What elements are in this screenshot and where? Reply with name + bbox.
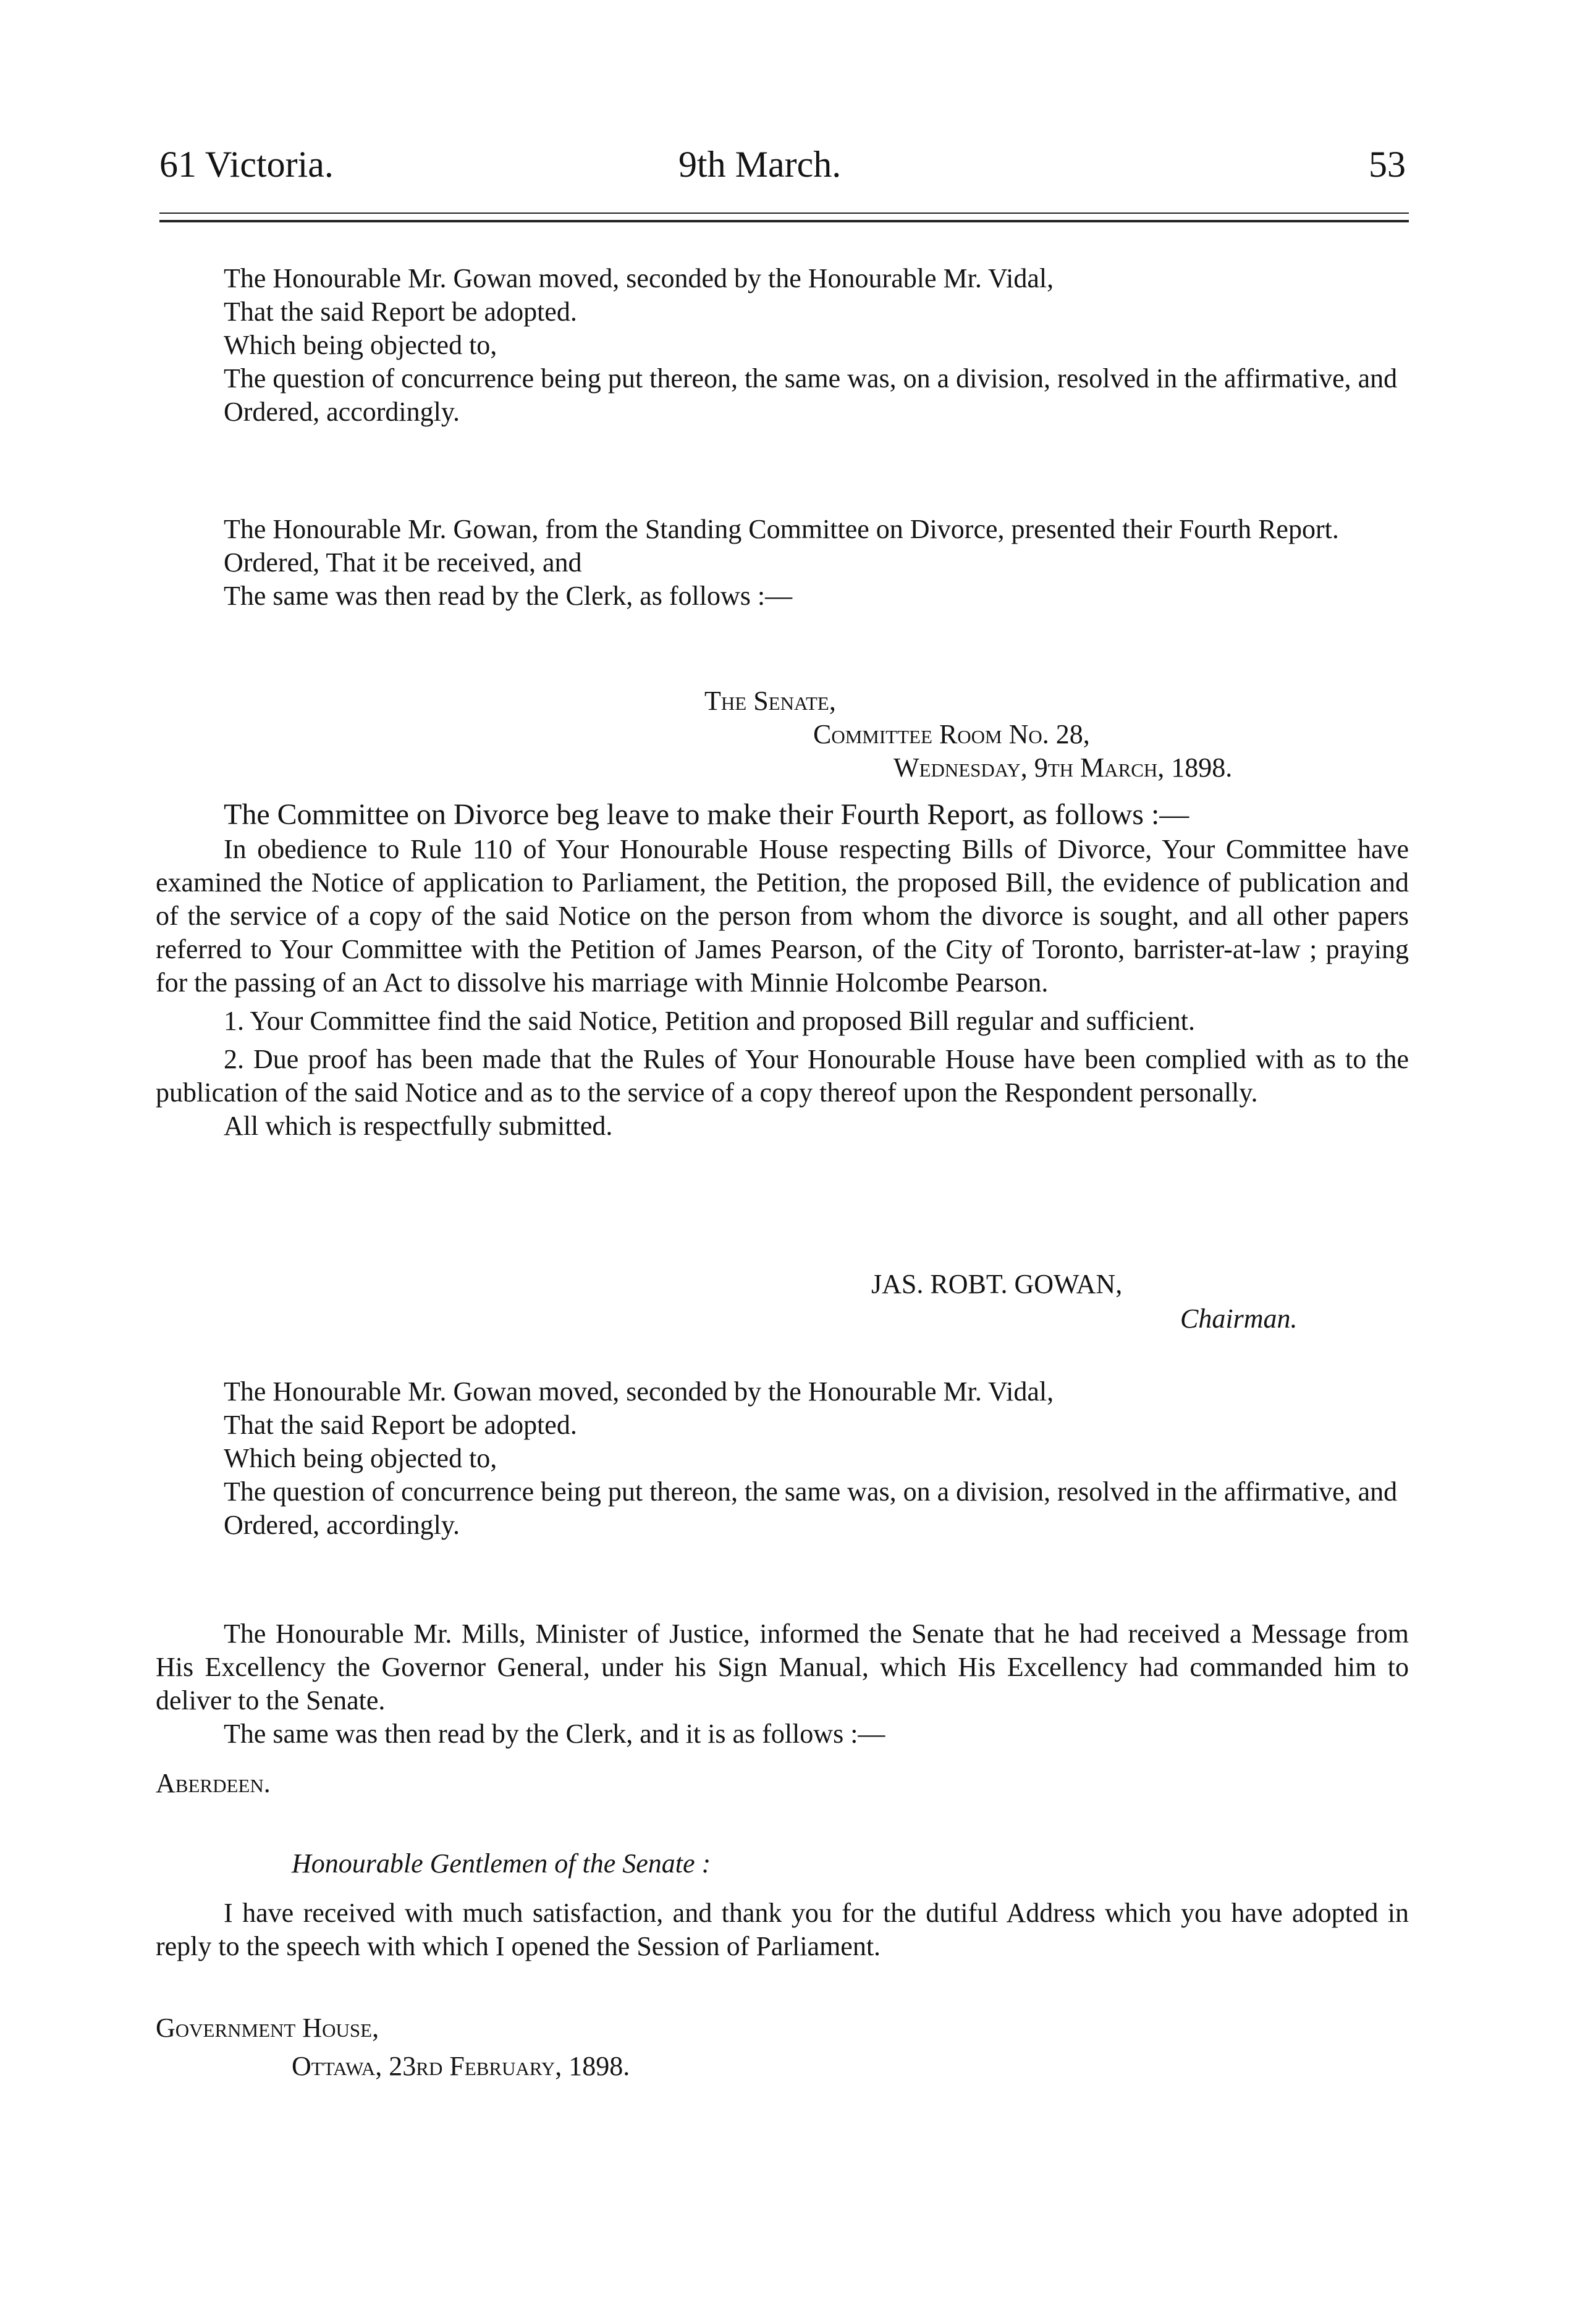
presentation-line: The Honourable Mr. Gowan, from the Standing Committee on Divorce, presented their Fourth Report. xyxy=(224,514,1339,544)
message-salutation: Honourable Gentlemen of the Senate : xyxy=(292,1848,711,1879)
motion-block-1 xyxy=(156,262,1409,429)
report-closing: All which is respectfully submitted. xyxy=(224,1111,613,1141)
motion-line: That the said Report be adopted. xyxy=(224,1410,577,1440)
motion-line: Which being objected to, xyxy=(224,330,497,360)
message-body-block xyxy=(156,1897,1409,1963)
header-date: 9th March. xyxy=(678,144,842,185)
announcement-line: The same was then read by the Clerk, and it is as follows :— xyxy=(224,1719,885,1749)
motion-line: Ordered, accordingly. xyxy=(224,397,460,427)
announcement-line: The Honourable Mr. Mills, Minister of Justice, informed the Senate that he had received a Message from His Excellency the Governor General, under his Sign Manual, which His Excellency had commanded him to deliver to the Senate. xyxy=(156,1619,1409,1716)
message-announcement xyxy=(156,1617,1409,1751)
motion-line: The question of concurrence being put thereon, the same was, on a division, resolved in the affirmative, and xyxy=(224,363,1398,394)
page-number: 53 xyxy=(1369,144,1406,185)
report-body xyxy=(156,797,1409,1143)
signature-name: JAS. ROBT. GOWAN, xyxy=(871,1269,1123,1299)
message-date: Ottawa, 23rd February, 1898. xyxy=(292,2051,630,2081)
report-heading-date: Wednesday, 9th March, 1898. xyxy=(894,752,1233,783)
motion-block-2 xyxy=(156,1375,1409,1542)
message-body: I have received with much satisfaction, and thank you for the dutiful Address which you have adopted in reply to the speech with which I opened the Session of Parliament. xyxy=(156,1898,1409,1961)
motion-line: Ordered, accordingly. xyxy=(224,1510,460,1540)
presentation-line: Ordered, That it be received, and xyxy=(224,547,582,578)
message-sender: Aberdeen. xyxy=(156,1768,271,1798)
report-heading-senate: The Senate, xyxy=(704,686,836,716)
report-item-2: 2. Due proof has been made that the Rules of Your Honourable House have been complied with as to the publication of the said Notice and as to the service of a copy thereof upon the Respondent personally. xyxy=(156,1044,1409,1108)
header-rule-thick xyxy=(159,220,1409,222)
motion-line: The Honourable Mr. Gowan moved, seconded by the Honourable Mr. Vidal, xyxy=(224,263,1054,293)
motion-line: Which being objected to, xyxy=(224,1443,497,1473)
header-rule-thin xyxy=(159,213,1409,214)
report-paragraph: In obedience to Rule 110 of Your Honourable House respecting Bills of Divorce, Your Committee have examined the Notice of application to Parliament, the Petition, the proposed Bill, the evidence of publication and of the service of a copy of the said Notice on the person from whom the divorce is sought, and all other papers referred to Your Committee with the Petition of James Pearson, of the City of Toronto, barrister-at-law ; praying for the passing of an Act to dissolve his marriage with Minnie Holcombe Pearson. xyxy=(156,834,1409,998)
message-place: Government House, xyxy=(156,2013,379,2043)
motion-line: The Honourable Mr. Gowan moved, seconded by the Honourable Mr. Vidal, xyxy=(224,1376,1054,1407)
report-presentation-block xyxy=(156,513,1409,613)
presentation-line: The same was then read by the Clerk, as follows :— xyxy=(224,581,793,611)
report-intro: The Committee on Divorce beg leave to make their Fourth Report, as follows :— xyxy=(224,798,1189,831)
report-item-1: 1. Your Committee find the said Notice, Petition and proposed Bill regular and sufficient. xyxy=(224,1006,1195,1036)
signature-title: Chairman. xyxy=(1180,1303,1298,1334)
motion-line: That the said Report be adopted. xyxy=(224,297,577,327)
motion-line: The question of concurrence being put thereon, the same was, on a division, resolved in the affirmative, and xyxy=(224,1476,1398,1507)
report-heading-room: Committee Room No. 28, xyxy=(813,719,1090,749)
header-session: 61 Victoria. xyxy=(159,144,334,185)
